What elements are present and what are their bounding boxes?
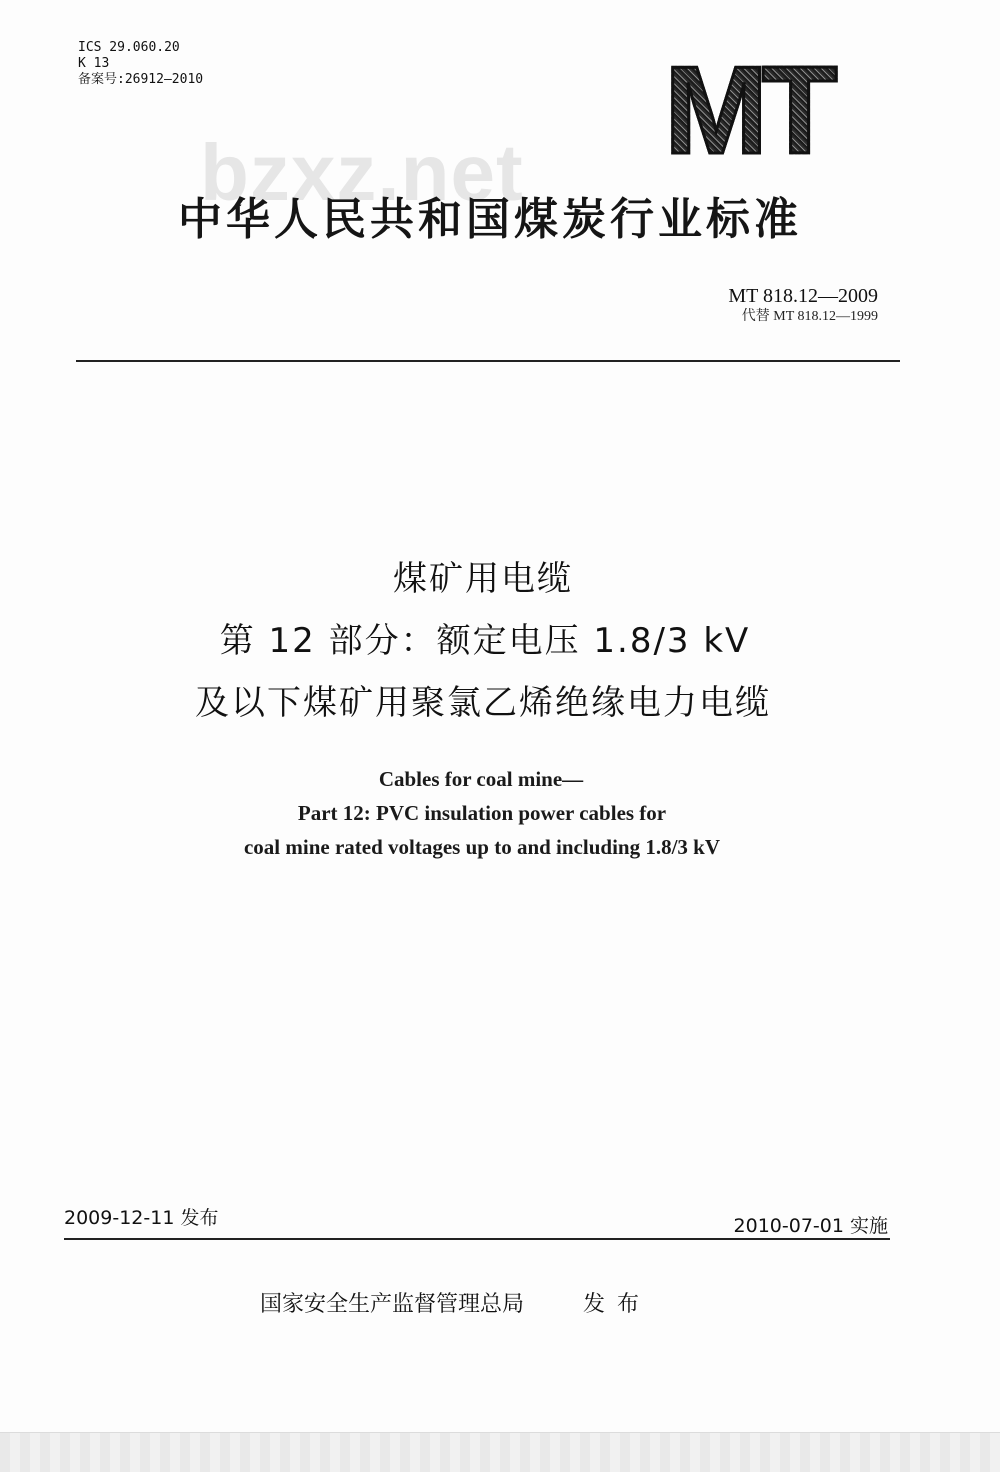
chinese-title-line-3: 及以下煤矿用聚氯乙烯绝缘电力电缆 [195,683,771,723]
classification-block [78,40,203,88]
issuer-action: 发布 [583,1292,652,1317]
chinese-title-line-1: 煤矿用电缆 [393,559,573,599]
ics-code: ICS 29.060.20 [78,40,180,55]
issue-date: 2009-12-11 发布 [64,1207,219,1229]
chinese-title [0,548,1000,734]
page-bottom-strip [0,1432,1000,1472]
standard-title-text: 中华人民共和国煤炭行业标准 [178,194,802,245]
issuer-name: 国家安全生产监督管理总局 [260,1292,525,1317]
english-title-line-3: coal mine rated voltages up to and including 1.8/3 kV [243,835,721,859]
top-divider [76,360,900,362]
standard-number: MT 818.12—2009 [728,285,878,307]
standard-number-block [728,284,878,326]
record-number: 备案号:26912—2010 [78,72,204,87]
english-title-line-2: Part 12: PVC insulation power cables for [297,801,667,825]
standard-title [0,190,1000,250]
mt-logo: MT [648,62,848,160]
chinese-title-line-2: 第 12 部分：额定电压 1.8/3 kV [219,621,751,661]
k-code: K 13 [78,56,110,71]
english-title-line-1: Cables for coal mine— [378,767,584,791]
effective-date: 2010-07-01 实施 [733,1215,888,1237]
issuing-authority [260,1290,651,1320]
watermark: bzxz.net [200,128,524,217]
english-title [0,762,1000,864]
bottom-divider [64,1238,890,1240]
replaced-standard: 代替 MT 818.12—1999 [741,309,878,324]
